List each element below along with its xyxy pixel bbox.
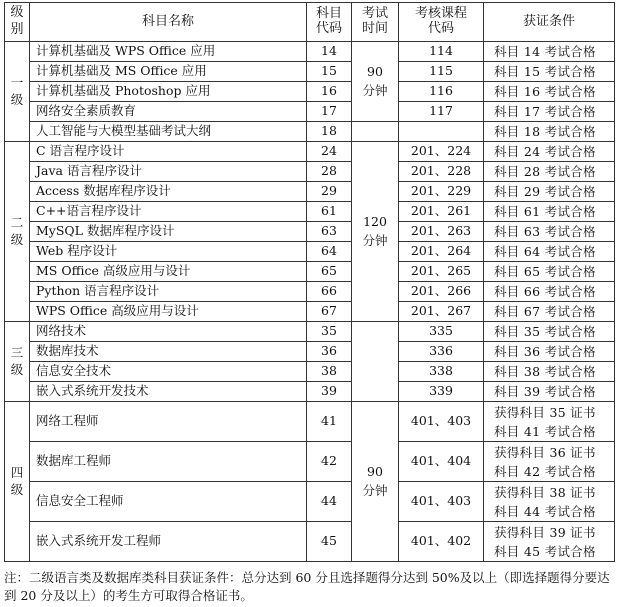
cert-condition-line: 科目 65 考试合格 <box>494 264 596 279</box>
subject-code-cell: 64 <box>307 242 352 262</box>
subject-code-cell: 44 <box>307 482 352 522</box>
cert-condition-cell <box>484 202 615 222</box>
table-row <box>5 402 615 442</box>
table-row <box>5 202 615 222</box>
subject-code-cell: 63 <box>307 222 352 242</box>
exam-time-label: 120分钟 <box>362 213 388 248</box>
header-exam-time: 考试时间 <box>352 3 399 42</box>
course-code-cell: 116 <box>399 82 484 102</box>
cert-condition-line: 科目 17 考试合格 <box>494 104 596 119</box>
header-course-code: 考核课程代码 <box>399 3 484 42</box>
table-row <box>5 382 615 402</box>
exam-subjects-table <box>4 2 615 562</box>
course-code-cell: 201、263 <box>399 222 484 242</box>
cert-condition-cell <box>484 442 615 482</box>
subject-name-cell: MS Office 高级应用与设计 <box>30 262 307 282</box>
table-row <box>5 222 615 242</box>
cert-condition-line: 获得科目 36 证书 <box>494 444 596 460</box>
subject-name-cell: 数据库技术 <box>30 342 307 362</box>
course-code-cell: 201、261 <box>399 202 484 222</box>
header-subject-name: 科目名称 <box>30 3 307 42</box>
subject-code-cell: 24 <box>307 142 352 162</box>
subject-name-cell: 数据库工程师 <box>30 442 307 482</box>
cert-condition-line: 科目 29 考试合格 <box>494 184 596 199</box>
cert-condition-cell <box>484 282 615 302</box>
header-level: 级别 <box>5 3 30 42</box>
course-code-cell: 338 <box>399 362 484 382</box>
course-code-cell: 336 <box>399 342 484 362</box>
cert-condition-line: 科目 64 考试合格 <box>494 244 596 259</box>
table-row <box>5 482 615 522</box>
cert-condition-line: 科目 38 考试合格 <box>494 364 596 379</box>
subject-code-cell: 39 <box>307 382 352 402</box>
subject-code-cell: 45 <box>307 522 352 562</box>
cert-condition-line: 科目 16 考试合格 <box>494 84 596 99</box>
course-code-cell: 201、229 <box>399 182 484 202</box>
cert-condition-line: 科目 66 考试合格 <box>494 284 596 299</box>
cert-condition-cell <box>484 122 615 142</box>
table-row <box>5 242 615 262</box>
cert-condition-cell <box>484 262 615 282</box>
subject-name-cell: 信息安全技术 <box>30 362 307 382</box>
table-row <box>5 282 615 302</box>
table-row <box>5 82 615 102</box>
subject-code-cell: 41 <box>307 402 352 442</box>
course-code-cell: 339 <box>399 382 484 402</box>
subject-code-cell: 38 <box>307 362 352 382</box>
subject-code-cell: 17 <box>307 102 352 122</box>
level-cell <box>5 42 30 142</box>
table-header-row <box>5 3 615 42</box>
cert-condition-line: 科目 61 考试合格 <box>494 204 596 219</box>
cert-condition-cell <box>484 322 615 342</box>
cert-condition-line: 科目 45 考试合格 <box>494 543 596 559</box>
exam-time-label: 90分钟 <box>362 463 388 498</box>
header-cert-condition: 获证条件 <box>484 3 615 42</box>
level-cell <box>5 142 30 322</box>
header-subject-code: 科目代码 <box>307 3 352 42</box>
course-code-cell: 201、265 <box>399 262 484 282</box>
subject-code-cell: 42 <box>307 442 352 482</box>
cert-condition-line: 科目 41 考试合格 <box>494 423 596 439</box>
subject-name-cell: 嵌入式系统开发技术 <box>30 382 307 402</box>
cert-condition-cell <box>484 402 615 442</box>
course-code-cell: 115 <box>399 62 484 82</box>
table-row <box>5 522 615 562</box>
subject-name-cell: 人工智能与大模型基础考试大纲 <box>30 122 307 142</box>
cert-condition-line: 科目 44 考试合格 <box>494 503 596 519</box>
course-code-cell <box>399 122 484 142</box>
cert-condition-cell <box>484 242 615 262</box>
table-row <box>5 262 615 282</box>
subject-name-cell: 网络安全素质教育 <box>30 102 307 122</box>
cert-condition-cell <box>484 362 615 382</box>
table-row <box>5 102 615 122</box>
cert-condition-line: 科目 63 考试合格 <box>494 224 596 239</box>
course-code-cell: 201、267 <box>399 302 484 322</box>
cert-condition-cell <box>484 302 615 322</box>
cert-condition-line: 科目 14 考试合格 <box>494 44 596 59</box>
subject-name-cell: C 语言程序设计 <box>30 142 307 162</box>
cert-condition-cell <box>484 382 615 402</box>
course-code-cell: 117 <box>399 102 484 122</box>
cert-condition-cell <box>484 62 615 82</box>
table-row <box>5 162 615 182</box>
course-code-cell: 201、264 <box>399 242 484 262</box>
subject-code-cell: 15 <box>307 62 352 82</box>
table-row <box>5 302 615 322</box>
course-code-cell: 201、228 <box>399 162 484 182</box>
subject-name-cell: 网络工程师 <box>30 402 307 442</box>
cert-condition-cell <box>484 102 615 122</box>
subject-name-cell: Python 语言程序设计 <box>30 282 307 302</box>
table-row <box>5 142 615 162</box>
table-row <box>5 442 615 482</box>
table-row <box>5 62 615 82</box>
level-label: 三级 <box>10 345 24 377</box>
cert-condition-line: 科目 42 考试合格 <box>494 463 596 479</box>
level-label: 四级 <box>10 465 24 497</box>
cert-condition-cell <box>484 162 615 182</box>
table-row <box>5 342 615 362</box>
subject-name-cell: 计算机基础及 Photoshop 应用 <box>30 82 307 102</box>
level-cell <box>5 402 30 562</box>
course-code-cell: 401、404 <box>399 442 484 482</box>
subject-name-cell: 信息安全工程师 <box>30 482 307 522</box>
subject-name-cell: 计算机基础及 MS Office 应用 <box>30 62 307 82</box>
cert-condition-cell <box>484 182 615 202</box>
cert-condition-cell <box>484 42 615 62</box>
subject-code-cell: 18 <box>307 122 352 142</box>
subject-name-cell: 嵌入式系统开发工程师 <box>30 522 307 562</box>
cert-condition-line: 获得科目 35 证书 <box>494 404 596 420</box>
subject-code-cell: 65 <box>307 262 352 282</box>
course-code-cell: 335 <box>399 322 484 342</box>
exam-time-cell <box>352 42 399 122</box>
subject-name-cell: C++语言程序设计 <box>30 202 307 222</box>
subject-code-cell: 14 <box>307 42 352 62</box>
cert-condition-line: 获得科目 38 证书 <box>494 484 596 500</box>
subject-name-cell: Web 程序设计 <box>30 242 307 262</box>
subject-name-cell: MySQL 数据库程序设计 <box>30 222 307 242</box>
cert-condition-line: 科目 24 考试合格 <box>494 144 596 159</box>
course-code-cell: 201、224 <box>399 142 484 162</box>
cert-condition-cell <box>484 522 615 562</box>
cert-condition-line: 科目 15 考试合格 <box>494 64 596 79</box>
subject-code-cell: 66 <box>307 282 352 302</box>
table-row <box>5 362 615 382</box>
exam-time-cell <box>352 322 399 402</box>
cert-condition-line: 科目 28 考试合格 <box>494 164 596 179</box>
exam-time-cell <box>352 122 399 142</box>
table-row <box>5 122 615 142</box>
subject-name-cell: 计算机基础及 WPS Office 应用 <box>30 42 307 62</box>
level-label: 一级 <box>10 75 24 107</box>
cert-condition-line: 获得科目 39 证书 <box>494 524 596 540</box>
course-code-cell: 401、403 <box>399 482 484 522</box>
table-body <box>5 42 615 562</box>
exam-time-label: 90分钟 <box>362 63 388 98</box>
course-code-cell: 401、403 <box>399 402 484 442</box>
subject-code-cell: 28 <box>307 162 352 182</box>
footnote: 注：二级语言类及数据库类科目获证条件：总分达到 60 分且选择题得分达到 50%及以上（即选择题得分要达到 20 分及以上）的考生方可取得合格证书。 <box>4 570 610 603</box>
cert-condition-line: 科目 35 考试合格 <box>494 324 596 339</box>
subject-name-cell: WPS Office 高级应用与设计 <box>30 302 307 322</box>
subject-code-cell: 67 <box>307 302 352 322</box>
subject-name-cell: Access 数据库程序设计 <box>30 182 307 202</box>
cert-condition-cell <box>484 342 615 362</box>
subject-code-cell: 61 <box>307 202 352 222</box>
subject-code-cell: 29 <box>307 182 352 202</box>
subject-name-cell: Java 语言程序设计 <box>30 162 307 182</box>
course-code-cell: 201、266 <box>399 282 484 302</box>
cert-condition-line: 科目 36 考试合格 <box>494 344 596 359</box>
table-row <box>5 42 615 62</box>
cert-condition-line: 科目 67 考试合格 <box>494 304 596 319</box>
cert-condition-cell <box>484 482 615 522</box>
table-row <box>5 322 615 342</box>
course-code-cell: 401、402 <box>399 522 484 562</box>
subject-code-cell: 35 <box>307 322 352 342</box>
cert-condition-cell <box>484 142 615 162</box>
cert-condition-line: 科目 39 考试合格 <box>494 384 596 399</box>
exam-time-cell <box>352 142 399 322</box>
cert-condition-line: 科目 18 考试合格 <box>494 124 596 139</box>
subject-code-cell: 16 <box>307 82 352 102</box>
subject-code-cell: 36 <box>307 342 352 362</box>
table-row <box>5 182 615 202</box>
subject-name-cell: 网络技术 <box>30 322 307 342</box>
course-code-cell: 114 <box>399 42 484 62</box>
level-cell <box>5 322 30 402</box>
cert-condition-cell <box>484 82 615 102</box>
exam-time-cell <box>352 402 399 562</box>
level-label: 二级 <box>10 215 24 247</box>
cert-condition-cell <box>484 222 615 242</box>
